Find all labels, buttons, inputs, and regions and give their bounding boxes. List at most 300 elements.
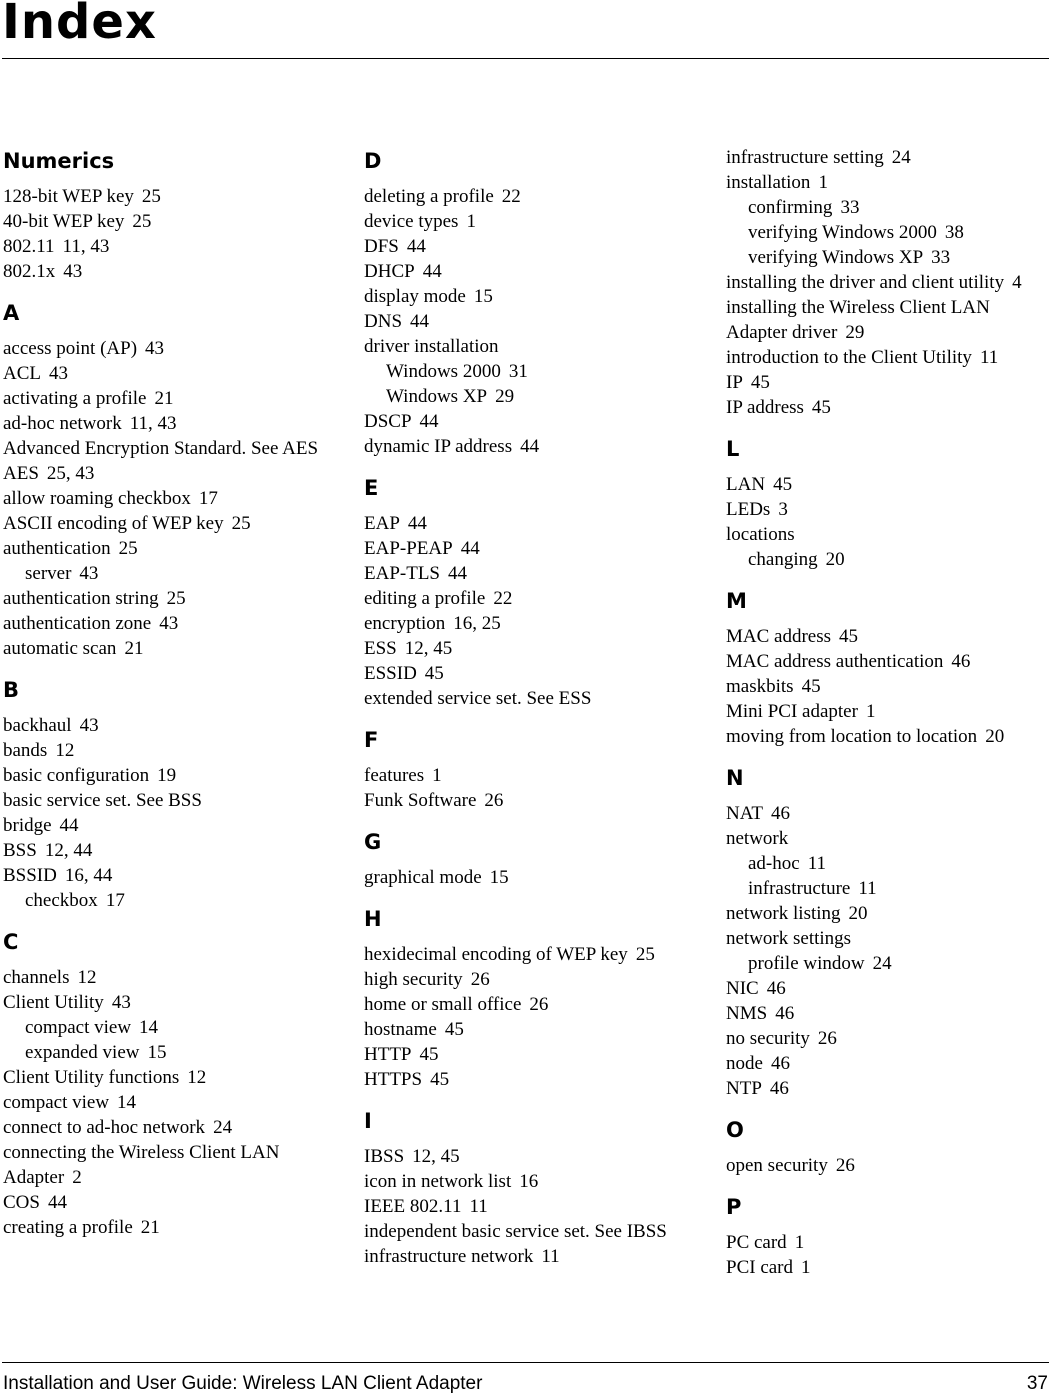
index-entry bbox=[3, 1065, 343, 1090]
entry-term: open security bbox=[726, 1155, 828, 1176]
index-entry bbox=[3, 738, 343, 763]
index-entry bbox=[726, 370, 1048, 395]
index-subentry bbox=[726, 876, 1048, 901]
entry-term: expanded view bbox=[25, 1042, 140, 1063]
index-entry bbox=[364, 309, 709, 334]
entry-term: ad-hoc bbox=[748, 853, 800, 874]
index-entry bbox=[364, 686, 709, 711]
entry-term: channels bbox=[3, 967, 70, 988]
entry-term: locations bbox=[726, 524, 795, 545]
index-subentry bbox=[3, 561, 343, 586]
index-entry bbox=[3, 1190, 343, 1215]
entry-term: basic configuration bbox=[3, 765, 150, 786]
entry-term: automatic scan bbox=[3, 638, 117, 659]
page-title: Index bbox=[2, 0, 157, 50]
entry-pages: 25 bbox=[132, 211, 152, 232]
index-entry bbox=[3, 763, 343, 788]
entry-term: node bbox=[726, 1053, 763, 1074]
index-entry bbox=[726, 170, 1048, 195]
section-heading: I bbox=[364, 1109, 372, 1133]
index-entry bbox=[364, 636, 709, 661]
index-entry bbox=[726, 699, 1048, 724]
entry-term: extended service set. See ESS bbox=[364, 688, 592, 709]
index-entry bbox=[726, 901, 1048, 926]
index-entry bbox=[3, 611, 343, 636]
entry-pages: 33 bbox=[840, 197, 860, 218]
entry-pages: 12, 44 bbox=[44, 840, 93, 861]
footer-document-title: Installation and User Guide: Wireless LAN Client Adapter bbox=[3, 1373, 483, 1394]
entry-term: encryption bbox=[364, 613, 446, 634]
entry-term: infrastructure bbox=[748, 878, 851, 899]
entry-term: 802.11 bbox=[3, 236, 55, 257]
entry-pages: 1 bbox=[818, 172, 828, 193]
entry-term: 802.1x bbox=[3, 261, 56, 282]
index-section bbox=[726, 1191, 1048, 1280]
entry-term: 40-bit WEP key bbox=[3, 211, 125, 232]
entry-term: Funk Software bbox=[364, 790, 477, 811]
index-entry bbox=[364, 763, 709, 788]
entry-term: EAP bbox=[364, 513, 400, 534]
index-entry bbox=[726, 976, 1048, 1001]
entry-pages: 26 bbox=[470, 969, 490, 990]
index-section bbox=[726, 585, 1048, 749]
index-entry bbox=[364, 561, 709, 586]
index-entry bbox=[364, 334, 709, 359]
entry-pages: 25 bbox=[166, 588, 186, 609]
index-subentry bbox=[364, 384, 709, 409]
entry-term: activating a profile bbox=[3, 388, 147, 409]
entry-term: NTP bbox=[726, 1078, 762, 1099]
entry-pages: 11 bbox=[807, 853, 826, 874]
index-entry bbox=[364, 184, 709, 209]
entry-pages: 20 bbox=[985, 726, 1005, 747]
section-heading: F bbox=[364, 728, 379, 752]
entry-term: PC card bbox=[726, 1232, 787, 1253]
entry-pages: 45 bbox=[750, 372, 770, 393]
index-entry bbox=[364, 865, 709, 890]
entry-pages: 44 bbox=[59, 815, 79, 836]
index-entry bbox=[726, 270, 1048, 295]
entry-term: hexidecimal encoding of WEP key bbox=[364, 944, 628, 965]
entry-pages: 44 bbox=[47, 1192, 67, 1213]
index-entry bbox=[3, 965, 343, 990]
entry-term: EAP-PEAP bbox=[364, 538, 453, 559]
entry-pages: 16, 25 bbox=[453, 613, 501, 634]
index-entry bbox=[3, 486, 343, 511]
section-heading: D bbox=[364, 149, 382, 173]
entry-term: network bbox=[726, 828, 789, 849]
entry-pages: 24 bbox=[872, 953, 892, 974]
index-entry bbox=[726, 472, 1048, 497]
index-entry bbox=[364, 611, 709, 636]
entry-pages: 16 bbox=[519, 1171, 539, 1192]
entry-term: allow roaming checkbox bbox=[3, 488, 191, 509]
index-entry bbox=[3, 234, 343, 259]
entry-term: backhaul bbox=[3, 715, 72, 736]
entry-pages: 15 bbox=[489, 867, 509, 888]
index-section bbox=[726, 762, 1048, 1101]
entry-pages: 20 bbox=[825, 549, 845, 570]
entry-pages: 44 bbox=[422, 261, 442, 282]
index-entry bbox=[726, 1051, 1048, 1076]
entry-pages: 44 bbox=[410, 311, 430, 332]
index-section bbox=[364, 1105, 709, 1269]
index-entry bbox=[364, 536, 709, 561]
index-entry bbox=[726, 674, 1048, 699]
entry-term: DHCP bbox=[364, 261, 415, 282]
entry-pages: 26 bbox=[529, 994, 549, 1015]
index-subentry bbox=[726, 195, 1048, 220]
entry-term: creating a profile bbox=[3, 1217, 133, 1238]
entry-pages: 45 bbox=[811, 397, 831, 418]
index-entry bbox=[364, 434, 709, 459]
entry-pages: 26 bbox=[817, 1028, 837, 1049]
entry-pages: 46 bbox=[766, 978, 786, 999]
entry-pages: 14 bbox=[117, 1092, 137, 1113]
index-section bbox=[3, 297, 343, 661]
entry-term: AES bbox=[3, 463, 39, 484]
entry-pages: 11 bbox=[979, 347, 999, 368]
index-entry bbox=[364, 234, 709, 259]
entry-term: introduction to the Client Utility bbox=[726, 347, 972, 368]
entry-term: 128-bit WEP key bbox=[3, 186, 134, 207]
entry-term: LEDs bbox=[726, 499, 771, 520]
entry-term: deleting a profile bbox=[364, 186, 494, 207]
entry-pages: 15 bbox=[473, 286, 493, 307]
index-entry bbox=[364, 511, 709, 536]
index-entry bbox=[364, 942, 709, 967]
entry-term: infrastructure setting bbox=[726, 147, 884, 168]
entry-pages: 44 bbox=[419, 411, 439, 432]
index-entry bbox=[3, 536, 343, 561]
entry-pages: 11 bbox=[858, 878, 877, 899]
index-subentry bbox=[364, 359, 709, 384]
entry-term: EAP-TLS bbox=[364, 563, 440, 584]
index-entry bbox=[3, 1140, 343, 1190]
entry-pages: 17 bbox=[198, 488, 218, 509]
index-section bbox=[3, 926, 343, 1240]
entry-term: confirming bbox=[748, 197, 833, 218]
index-entry bbox=[3, 361, 343, 386]
entry-term: profile window bbox=[748, 953, 865, 974]
entry-pages: 25 bbox=[141, 186, 161, 207]
entry-term: installation bbox=[726, 172, 811, 193]
entry-pages: 46 bbox=[769, 1078, 789, 1099]
footer-rule bbox=[2, 1362, 1049, 1363]
entry-pages: 22 bbox=[493, 588, 513, 609]
index-section bbox=[364, 472, 709, 711]
entry-pages: 45 bbox=[419, 1044, 439, 1065]
entry-term: PCI card bbox=[726, 1257, 794, 1278]
entry-pages: 12 bbox=[77, 967, 97, 988]
entry-pages: 25 bbox=[118, 538, 138, 559]
index-entry bbox=[726, 522, 1048, 547]
entry-pages: 24 bbox=[891, 147, 911, 168]
index-entry bbox=[726, 145, 1048, 170]
entry-term: installing the driver and client utility bbox=[726, 272, 1005, 293]
index-entry bbox=[726, 395, 1048, 420]
entry-term: DSCP bbox=[364, 411, 412, 432]
index-entry bbox=[726, 1076, 1048, 1101]
entry-pages: 45 bbox=[424, 663, 444, 684]
entry-pages: 26 bbox=[484, 790, 504, 811]
index-column-1 bbox=[3, 145, 343, 1253]
index-section bbox=[364, 903, 709, 1092]
entry-term: bridge bbox=[3, 815, 52, 836]
entry-pages: 12, 45 bbox=[412, 1146, 460, 1167]
entry-term: checkbox bbox=[25, 890, 98, 911]
entry-pages: 46 bbox=[775, 1003, 795, 1024]
index-entry bbox=[3, 336, 343, 361]
entry-pages: 11 bbox=[469, 1196, 488, 1217]
entry-term: BSSID bbox=[3, 865, 57, 886]
entry-term: ACL bbox=[3, 363, 41, 384]
index-entry bbox=[364, 209, 709, 234]
entry-term: BSS bbox=[3, 840, 37, 861]
entry-pages: 1 bbox=[801, 1257, 811, 1278]
index-subentry bbox=[726, 851, 1048, 876]
index-subentry bbox=[726, 547, 1048, 572]
index-entry bbox=[364, 1144, 709, 1169]
index-entry bbox=[364, 1194, 709, 1219]
entry-pages: 45 bbox=[839, 626, 859, 647]
entry-term: authentication string bbox=[3, 588, 159, 609]
index-entry bbox=[3, 713, 343, 738]
entry-pages: 44 bbox=[448, 563, 467, 584]
entry-term: DFS bbox=[364, 236, 399, 257]
index-entry bbox=[726, 1230, 1048, 1255]
entry-term: Windows 2000 bbox=[386, 361, 501, 382]
entry-pages: 25, 43 bbox=[46, 463, 95, 484]
index-entry bbox=[726, 801, 1048, 826]
index-entry bbox=[726, 724, 1048, 749]
entry-pages: 1 bbox=[865, 701, 876, 722]
section-heading: H bbox=[364, 907, 382, 931]
entry-pages: 38 bbox=[944, 222, 964, 243]
entry-pages: 45 bbox=[444, 1019, 464, 1040]
index-section bbox=[726, 1114, 1048, 1178]
index-subentry bbox=[726, 220, 1048, 245]
index-entry bbox=[364, 992, 709, 1017]
entry-term: changing bbox=[748, 549, 818, 570]
index-subentry bbox=[3, 888, 343, 913]
entry-pages: 17 bbox=[105, 890, 125, 911]
entry-term: HTTPS bbox=[364, 1069, 423, 1090]
section-heading: M bbox=[726, 589, 747, 613]
entry-pages: 46 bbox=[951, 651, 971, 672]
entry-pages: 29 bbox=[495, 386, 515, 407]
entry-term: driver installation bbox=[364, 336, 499, 357]
entry-term: ESS bbox=[364, 638, 397, 659]
entry-pages: 43 bbox=[159, 613, 179, 634]
entry-pages: 4 bbox=[1012, 272, 1022, 293]
entry-pages: 44 bbox=[460, 538, 480, 559]
index-entry bbox=[364, 1219, 709, 1244]
entry-pages: 20 bbox=[848, 903, 868, 924]
entry-pages: 44 bbox=[406, 236, 426, 257]
section-heading: P bbox=[726, 1195, 742, 1219]
entry-pages: 3 bbox=[778, 499, 788, 520]
entry-term: MAC address authentication bbox=[726, 651, 944, 672]
index-entry bbox=[3, 636, 343, 661]
entry-pages: 15 bbox=[147, 1042, 167, 1063]
section-heading: O bbox=[726, 1118, 744, 1142]
index-subentry bbox=[3, 1015, 343, 1040]
index-entry bbox=[726, 624, 1048, 649]
entry-pages: 12 bbox=[55, 740, 75, 761]
entry-term: home or small office bbox=[364, 994, 522, 1015]
entry-term: COS bbox=[3, 1192, 40, 1213]
entry-term: Windows XP bbox=[386, 386, 488, 407]
section-heading: L bbox=[726, 437, 740, 461]
entry-term: ASCII encoding of WEP key bbox=[3, 513, 224, 534]
index-entry bbox=[3, 209, 343, 234]
entry-term: NMS bbox=[726, 1003, 768, 1024]
entry-pages: 24 bbox=[213, 1117, 233, 1138]
entry-pages: 43 bbox=[111, 992, 131, 1013]
index-entry bbox=[364, 1067, 709, 1092]
entry-pages: 43 bbox=[63, 261, 83, 282]
entry-term: high security bbox=[364, 969, 463, 990]
entry-pages: 21 bbox=[154, 388, 174, 409]
entry-pages: 44 bbox=[520, 436, 540, 457]
index-section bbox=[3, 674, 343, 913]
index-entry bbox=[3, 788, 343, 813]
index-entry bbox=[726, 295, 1048, 345]
index-entry bbox=[364, 1169, 709, 1194]
index-entry bbox=[3, 461, 343, 486]
entry-term: graphical mode bbox=[364, 867, 482, 888]
entry-pages: 21 bbox=[124, 638, 144, 659]
index-column-3 bbox=[726, 145, 1048, 1293]
entry-term: Mini PCI adapter bbox=[726, 701, 858, 722]
entry-pages: 2 bbox=[72, 1167, 82, 1188]
index-entry bbox=[3, 990, 343, 1015]
entry-pages: 1 bbox=[794, 1232, 805, 1253]
entry-pages: 12, 45 bbox=[404, 638, 453, 659]
entry-term: editing a profile bbox=[364, 588, 486, 609]
index-entry bbox=[726, 1026, 1048, 1051]
index-section bbox=[3, 145, 343, 284]
entry-pages: 31 bbox=[508, 361, 528, 382]
index-entry bbox=[3, 1215, 343, 1240]
entry-pages: 43 bbox=[79, 715, 99, 736]
entry-term: MAC address bbox=[726, 626, 832, 647]
index-entry bbox=[364, 967, 709, 992]
index-entry bbox=[726, 1153, 1048, 1178]
entry-term: infrastructure network bbox=[364, 1246, 534, 1267]
entry-pages: 14 bbox=[139, 1017, 159, 1038]
index-entry bbox=[3, 586, 343, 611]
index-subentry bbox=[726, 951, 1048, 976]
index-section bbox=[726, 433, 1048, 572]
entry-pages: 45 bbox=[430, 1069, 450, 1090]
entry-pages: 25 bbox=[231, 513, 251, 534]
index-entry bbox=[3, 436, 343, 461]
entry-term: moving from location to location bbox=[726, 726, 978, 747]
index-entry bbox=[3, 1090, 343, 1115]
index-section bbox=[726, 145, 1048, 420]
entry-term: compact view bbox=[3, 1092, 110, 1113]
index-entry bbox=[3, 1115, 343, 1140]
entry-pages: 29 bbox=[845, 322, 865, 343]
entry-pages: 11, 43 bbox=[129, 413, 177, 434]
entry-term: IBSS bbox=[364, 1146, 405, 1167]
index-section bbox=[364, 145, 709, 459]
section-heading: E bbox=[364, 476, 379, 500]
index-entry bbox=[364, 1244, 709, 1269]
index-entry bbox=[726, 649, 1048, 674]
index-entry bbox=[364, 586, 709, 611]
index-entry bbox=[3, 511, 343, 536]
entry-pages: 43 bbox=[79, 563, 99, 584]
entry-pages: 43 bbox=[145, 338, 165, 359]
section-heading: B bbox=[3, 678, 20, 702]
section-heading: N bbox=[726, 766, 744, 790]
entry-term: server bbox=[25, 563, 72, 584]
section-heading: Numerics bbox=[3, 149, 115, 173]
entry-term: ESSID bbox=[364, 663, 417, 684]
entry-term: IP address bbox=[726, 397, 804, 418]
index-entry bbox=[3, 863, 343, 888]
entry-term: authentication zone bbox=[3, 613, 152, 634]
entry-pages: 22 bbox=[501, 186, 521, 207]
index-entry bbox=[726, 926, 1048, 951]
footer-page-number: 37 bbox=[1026, 1373, 1048, 1394]
section-heading: C bbox=[3, 930, 19, 954]
entry-term: ad-hoc network bbox=[3, 413, 122, 434]
entry-term: connect to ad-hoc network bbox=[3, 1117, 206, 1138]
index-entry bbox=[726, 497, 1048, 522]
entry-term: display mode bbox=[364, 286, 466, 307]
index-entry bbox=[364, 661, 709, 686]
entry-term: bands bbox=[3, 740, 48, 761]
entry-pages: 45 bbox=[773, 474, 793, 495]
entry-term: no security bbox=[726, 1028, 810, 1049]
entry-term: network listing bbox=[726, 903, 841, 924]
entry-term: DNS bbox=[364, 311, 403, 332]
entry-term: LAN bbox=[726, 474, 766, 495]
entry-pages: 43 bbox=[49, 363, 68, 384]
index-entry bbox=[3, 259, 343, 284]
index-entry bbox=[364, 259, 709, 284]
entry-pages: 46 bbox=[770, 1053, 790, 1074]
entry-term: independent basic service set. See IBSS bbox=[364, 1221, 667, 1242]
index-entry bbox=[364, 1042, 709, 1067]
entry-pages: 45 bbox=[801, 676, 821, 697]
entry-term: icon in network list bbox=[364, 1171, 512, 1192]
entry-term: network settings bbox=[726, 928, 852, 949]
entry-pages: 11 bbox=[541, 1246, 560, 1267]
index-entry bbox=[726, 1001, 1048, 1026]
entry-pages: 1 bbox=[466, 211, 476, 232]
index-section bbox=[364, 724, 709, 813]
entry-term: features bbox=[364, 765, 425, 786]
entry-term: hostname bbox=[364, 1019, 437, 1040]
entry-term: Advanced Encryption Standard. See AES bbox=[3, 438, 319, 459]
entry-term: access point (AP) bbox=[3, 338, 138, 359]
index-entry bbox=[726, 1255, 1048, 1280]
entry-term: IP bbox=[726, 372, 743, 393]
index-entry bbox=[364, 284, 709, 309]
index-entry bbox=[364, 409, 709, 434]
index-section bbox=[364, 826, 709, 890]
entry-pages: 44 bbox=[407, 513, 427, 534]
entry-pages: 19 bbox=[157, 765, 177, 786]
entry-term: NIC bbox=[726, 978, 759, 999]
entry-pages: 25 bbox=[635, 944, 655, 965]
header-rule bbox=[2, 58, 1049, 59]
